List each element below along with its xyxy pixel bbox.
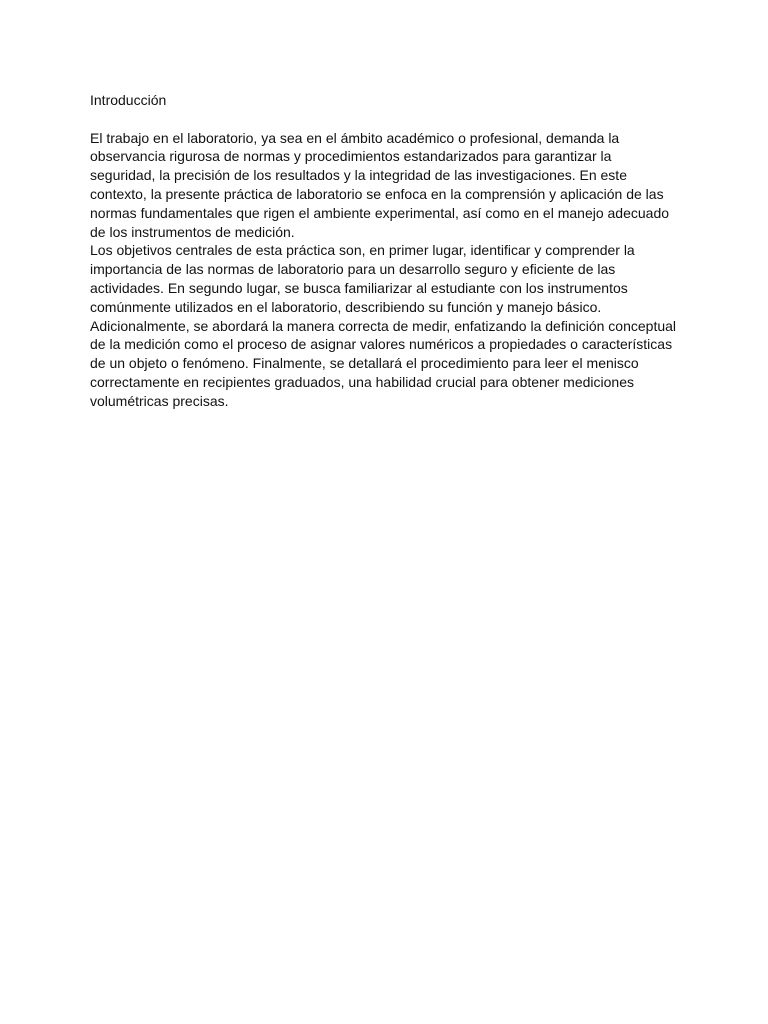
document-body [90,91,680,411]
paragraph-1: El trabajo en el laboratorio, ya sea en el ámbito académico o profesional, demanda la observancia rigurosa de normas y procedimientos estandarizados para garantizar la seguridad, la precisión de los resultados y la integridad de las investigaciones. En este contexto, la presente práctica de laboratorio se enfoca en la comprensión y aplicación de las normas fundamentales que rigen el ambiente experimental, así como en el manejo adecuado de los instrumentos de medición. [90,129,670,240]
document-title: Introducción [90,92,167,108]
paragraph-2: Los objetivos centrales de esta práctica son, en primer lugar, identificar y comprender la importancia de las normas de laboratorio para un desarrollo seguro y eficiente de las actividades. En segundo lugar, se busca familiarizar al estudiante con los instrumentos comúnmente utilizados en el laboratorio, describiendo su función y manejo básico. Adicionalmente, se abordará la manera correcta de medir, enfatizando la definición conceptual de la medición como el proceso de asignar valores numéricos a propiedades o características de un objeto o fenómeno. Finalmente, se detallará el procedimiento para leer el menisco correctamente en recipientes graduados, una habilidad crucial para obtener mediciones volumétricas precisas. [90,242,677,409]
